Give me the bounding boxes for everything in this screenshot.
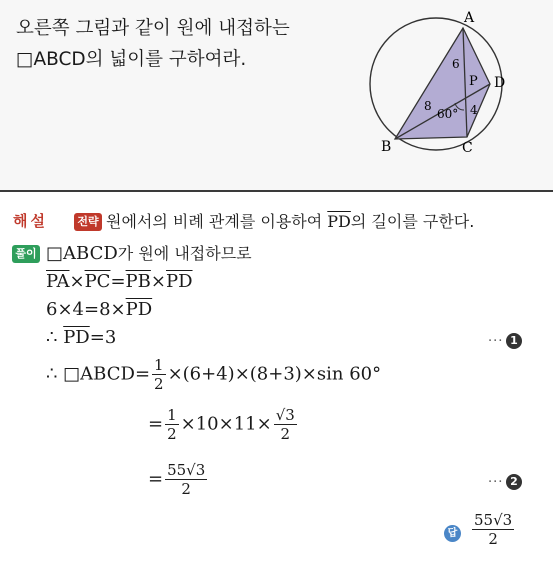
eq1-pb: $\overline{PB}$: [125, 271, 151, 292]
solution-line-1: [46, 241, 252, 264]
eq5-fraction: [165, 406, 179, 443]
marker-2-number: 2: [506, 474, 522, 490]
segment-pc-label: 4: [470, 103, 478, 117]
eq1-pc: $\overline{PC}$: [84, 271, 111, 292]
eq1-x1: ×: [69, 271, 85, 292]
marker-1-dots: ···: [488, 333, 504, 349]
eq1-x2: ×: [150, 271, 166, 292]
point-a-label: A: [464, 10, 475, 26]
marker-2: [488, 474, 522, 490]
eq1-pa: $\overline{PA}$: [46, 271, 70, 292]
eq2-pre: 6×4=8×: [46, 299, 126, 320]
equation-6: [148, 461, 209, 498]
marker-1: [488, 333, 522, 349]
eq5-frac-den: 2: [167, 425, 177, 443]
eq1-eq: =: [110, 271, 126, 292]
strategy-chip: 전략: [74, 213, 102, 231]
eq6-fraction: [165, 461, 207, 498]
answer-num: 55√3: [474, 511, 513, 529]
eq5-frac2-den: 2: [280, 425, 291, 443]
eq6-pre: =: [148, 468, 164, 490]
geometry-figure: [360, 8, 550, 158]
solution-line-1-rest: 가 원에 내접하므로: [117, 244, 252, 263]
eq4-frac-num: 1: [154, 356, 164, 374]
eq6-frac-num: 55√3: [167, 461, 206, 479]
problem-line-2: □ABCD의 넓이를 구하여라.: [16, 49, 247, 70]
eq4-post: ×(6+4)×(8+3)×sin 60°: [167, 363, 382, 385]
answer-badge: 답: [444, 525, 461, 542]
eq3-post: =3: [89, 327, 117, 348]
point-c-label: C: [462, 140, 473, 156]
eq3-pd: $\overline{PD}$: [63, 327, 90, 348]
answer: [470, 511, 516, 548]
angle-label: 60°: [437, 107, 459, 121]
problem-line-1: 오른쪽 그림과 같이 원에 내접하는: [16, 18, 290, 39]
eq4-pre: ∴ □ABCD=: [46, 363, 151, 385]
eq5-frac-num: 1: [167, 406, 177, 424]
segment-pb-label: 8: [424, 99, 432, 113]
section-divider: [0, 190, 553, 192]
eq4-frac-den: 2: [154, 375, 164, 393]
point-p-label: P: [469, 74, 478, 89]
eq5-mid: ×10×11×: [180, 413, 272, 435]
solution-header: 해설: [13, 212, 48, 230]
eq6-frac-den: 2: [181, 480, 191, 498]
strategy-pd: $\overline{PD}$: [327, 212, 351, 231]
equation-5: [148, 406, 299, 443]
eq2-pd: $\overline{PD}$: [125, 299, 153, 320]
equation-1: [46, 271, 193, 292]
solution-chip: 풀이: [12, 245, 40, 263]
answer-fraction: [472, 511, 514, 548]
eq5-frac2-num: √3: [275, 406, 295, 424]
eq4-fraction: [152, 356, 166, 393]
equation-3: [46, 327, 116, 348]
strategy-pre: 원에서의 비례 관계를 이용하여: [106, 212, 328, 231]
answer-den: 2: [488, 530, 498, 548]
eq5-pre: =: [148, 413, 164, 435]
eq5-fraction-2: [274, 406, 297, 443]
equation-4: [46, 356, 381, 393]
eq1-pd: $\overline{PD}$: [165, 271, 193, 292]
marker-2-dots: ···: [488, 474, 504, 490]
strategy-post: 의 길이를 구한다.: [350, 212, 475, 231]
shape-abcd: □ABCD: [46, 243, 118, 264]
equation-2: [46, 299, 152, 320]
segment-pa-label: 6: [452, 57, 460, 71]
point-d-label: D: [494, 75, 506, 91]
eq3-pre: ∴: [46, 327, 64, 348]
strategy-text: [106, 209, 474, 232]
marker-1-number: 1: [506, 333, 522, 349]
point-b-label: B: [381, 139, 392, 155]
